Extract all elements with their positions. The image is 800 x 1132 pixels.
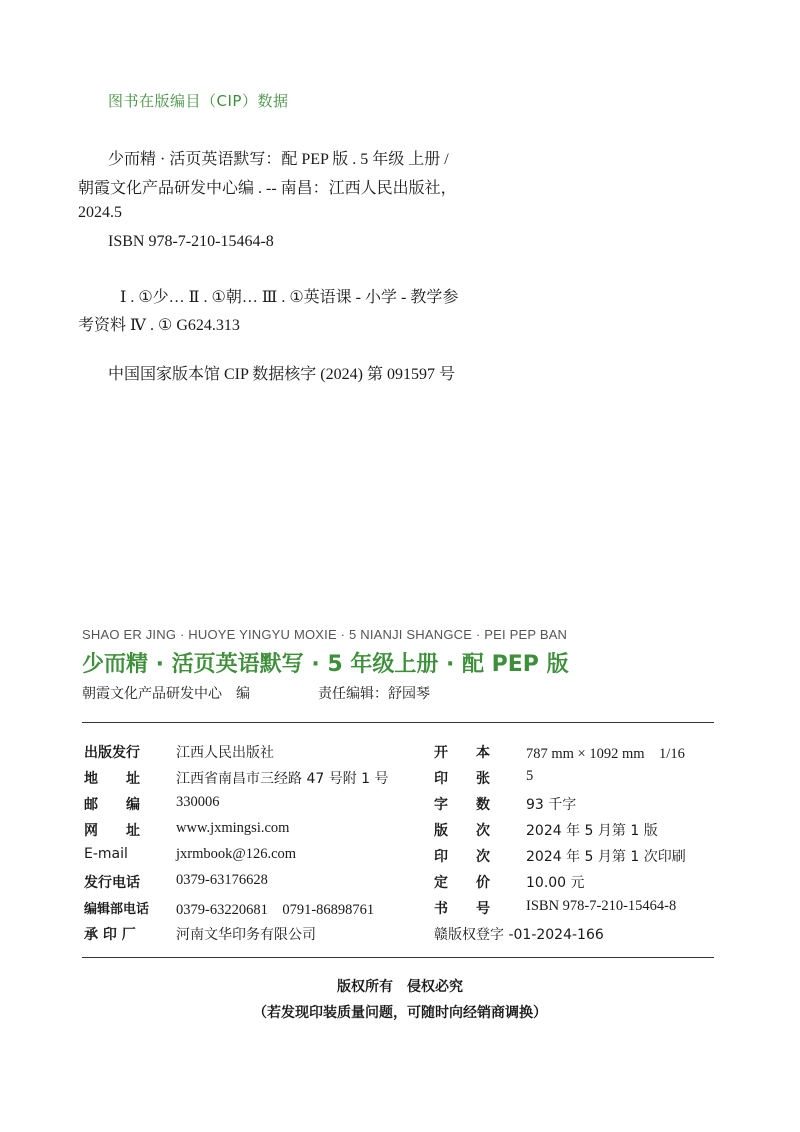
label-word-count: 字 数 [434, 797, 490, 813]
book-title-pinyin: SHAO ER JING · HUOYE YINGYU MOXIE · 5 NIANJI SHANGCE · PEI PEP BAN [82, 627, 568, 642]
label-printer: 承 印 厂 [84, 927, 136, 943]
value-email: jxrmbook@126.com [176, 846, 297, 862]
cip-isbn-line: ISBN 978-7-210-15464-8 [108, 233, 274, 250]
value-printer: 河南文华印务有限公司 [176, 927, 316, 943]
label-edition: 版 次 [434, 823, 490, 839]
editor-org: 朝霞文化产品研发中心 编 [82, 686, 250, 702]
value-edition: 2024 年 5 月第 1 版 [526, 823, 658, 839]
cip-classification-line-2: 考资料 Ⅳ . ① G624.313 [78, 317, 240, 334]
top-divider [82, 722, 714, 723]
license-number: 赣版权登字 -01-2024-166 [434, 927, 604, 943]
value-sales-phone: 0379-63176628 [176, 872, 268, 888]
value-editorial-phone: 0379-63220681 0791-86898761 [176, 902, 375, 918]
value-publisher: 江西人民出版社 [176, 745, 274, 761]
cip-line-3: 2024.5 [78, 204, 122, 221]
label-postcode: 邮 编 [84, 797, 140, 813]
responsible-editor: 责任编辑：舒园琴 [318, 686, 430, 702]
value-address: 江西省南昌市三经路 47 号附 1 号 [176, 771, 389, 787]
label-price: 定 价 [434, 875, 490, 891]
label-publisher: 出版发行 [84, 745, 140, 761]
label-isbn: 书 号 [434, 901, 490, 917]
value-word-count: 93 千字 [526, 797, 577, 813]
label-printing: 印 次 [434, 849, 490, 865]
quality-notice: （若发现印装质量问题，可随时向经销商调换） [253, 1005, 547, 1021]
label-sales-phone: 发行电话 [84, 875, 140, 891]
label-address: 地 址 [84, 771, 140, 787]
cip-line-1: 少而精 · 活页英语默写：配 PEP 版 . 5 年级 上册 / [108, 151, 449, 168]
value-sheets: 5 [526, 768, 534, 784]
value-format: 787 mm × 1092 mm 1/16 [526, 746, 685, 762]
value-postcode: 330006 [176, 794, 220, 810]
cip-line-2: 朝霞文化产品研发中心编 . -- 南昌：江西人民出版社， [78, 180, 457, 197]
value-isbn: ISBN 978-7-210-15464-8 [526, 898, 677, 914]
cip-heading: 图书在版编目（CIP）数据 [108, 92, 289, 110]
label-sheets: 印 张 [434, 771, 490, 787]
copyright-notice: 版权所有 侵权必究 [337, 979, 463, 995]
cip-classification-line-1: Ⅰ . ①少… Ⅱ . ①朝… Ⅲ . ①英语课 - 小学 - 教学参 [120, 289, 459, 306]
label-format: 开 本 [434, 745, 490, 761]
cip-record-number: 中国国家版本馆 CIP 数据核字 (2024) 第 091597 号 [108, 366, 455, 383]
value-printing: 2024 年 5 月第 1 次印刷 [526, 849, 686, 865]
book-title: 少而精 · 活页英语默写 · 5 年级上册 · 配 PEP 版 [82, 652, 569, 677]
label-website: 网 址 [84, 823, 140, 839]
value-price: 10.00 元 [526, 875, 585, 891]
bottom-divider [82, 957, 714, 958]
label-email: E-mail [84, 846, 128, 862]
label-editorial-phone: 编辑部电话 [84, 902, 150, 917]
value-website: www.jxmingsi.com [176, 820, 290, 836]
